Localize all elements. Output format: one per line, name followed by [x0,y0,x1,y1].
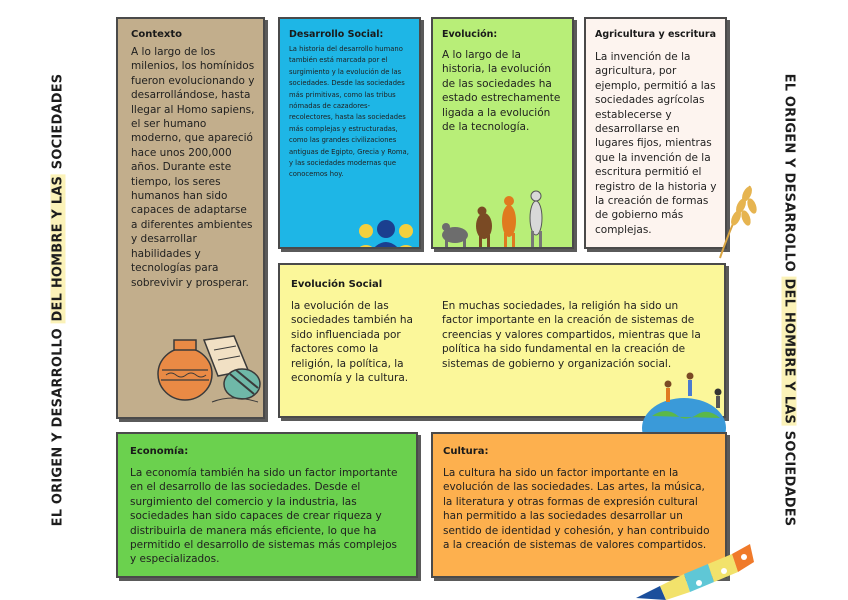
agricultura-text: La invención de la agricultura, por ejemplo, permitió a las sociedades agrícolas establecerse y desarrollarse en lugares fijos, mientras que la invención de la escritura permitió el registro de la historia y la creación de formas de gobierno más complejas. [595,51,717,236]
cultura-title: Cultura: [443,446,489,457]
human-evolution-icon [437,179,561,249]
desarrollo-social-card [278,17,421,249]
agricultura-title: Agricultura y escritura [595,29,717,40]
evolucion-card [431,17,574,249]
evolucion-title: Evolución: [442,29,498,40]
pottery-icon [152,332,265,408]
side-title-left [51,74,66,527]
evolucion-social-title: Evolución Social [291,279,383,290]
side-title-highlight: DEL HOMBRE Y LAS [50,175,66,322]
contexto-text: A lo largo de los milenios, los homínidos fueron evolucionando y desarrollándose, hasta llegar al Homo sapiens, el ser humano moderno, que apareció hace unos 200,000 años. Durante este tiempo, los seres humanos han sido capaces de adaptarse a diferentes ambientes y desarrollar habilidades y tecnologías para sobrevivir y prosperar. [131,46,255,289]
side-title-part2: SOCIEDADES [781,426,797,527]
contexto-card [116,17,265,419]
ribbon-decoration [636,540,756,600]
economia-card [116,432,418,578]
evolucion-social-text-left: la evolución de las sociedades también ha sido influenciada por factores como la religión, la política, la economía y la cultura. [291,300,413,385]
side-title-part2: SOCIEDADES [50,73,66,174]
agricultura-card [584,17,727,249]
desarrollo-social-text: La historia del desarrollo humano también está marcada por el surgimiento y la evolución de las sociedades. Desde las sociedades más primitivas, como las tribus nómadas de cazadores-recolectores, hasta las sociedades más complejas y estructuradas, como las grandes civilizaciones antiguas de Egipto, Grecia y Roma, y las sociedades modernas que conocemos hoy. [289,45,409,179]
people-group-icon [350,219,421,249]
evolucion-text: A lo largo de la historia, la evolución de las sociedades ha estado estrechamente ligada a la evolución de la tecnología. [442,49,561,134]
side-title-highlight: DEL HOMBRE Y LAS [781,278,797,425]
economia-text: La economía también ha sido un factor importante en el desarrollo de las sociedades. Desde el surgimiento del comercio y la industria, las sociedades han sido capaces de crear riqueza y distribuirla de manera más eficiente, lo que ha permitido el desarrollo de sistemas más complejos y especializados. [130,467,398,566]
wheat-icon [714,180,758,260]
desarrollo-social-title: Desarrollo Social: [289,29,384,40]
cultura-text: La cultura ha sido un factor importante en la evolución de las sociedades. Las artes, la música, la literatura y otras formas de expresión cultural han permitido a las sociedades desarrollar un sentido de identidad y cohesión, y han contribuido a la creación de sistemas de valores compartidos. [443,467,710,552]
contexto-title: Contexto [131,29,182,40]
economia-title: Economía: [130,446,189,457]
side-title-part1: EL ORIGEN Y DESARROLLO [50,323,66,527]
globe-icon [638,366,738,436]
side-title-right [782,74,797,527]
evolucion-social-text-right: En muchas sociedades, la religión ha sido un factor importante en la creación de sistemas de creencias y valores compartidos, mientras que la política ha sido fundamental en la creación de sistemas de gobierno y organización social. [442,300,701,370]
side-title-part1: EL ORIGEN Y DESARROLLO [781,73,797,277]
